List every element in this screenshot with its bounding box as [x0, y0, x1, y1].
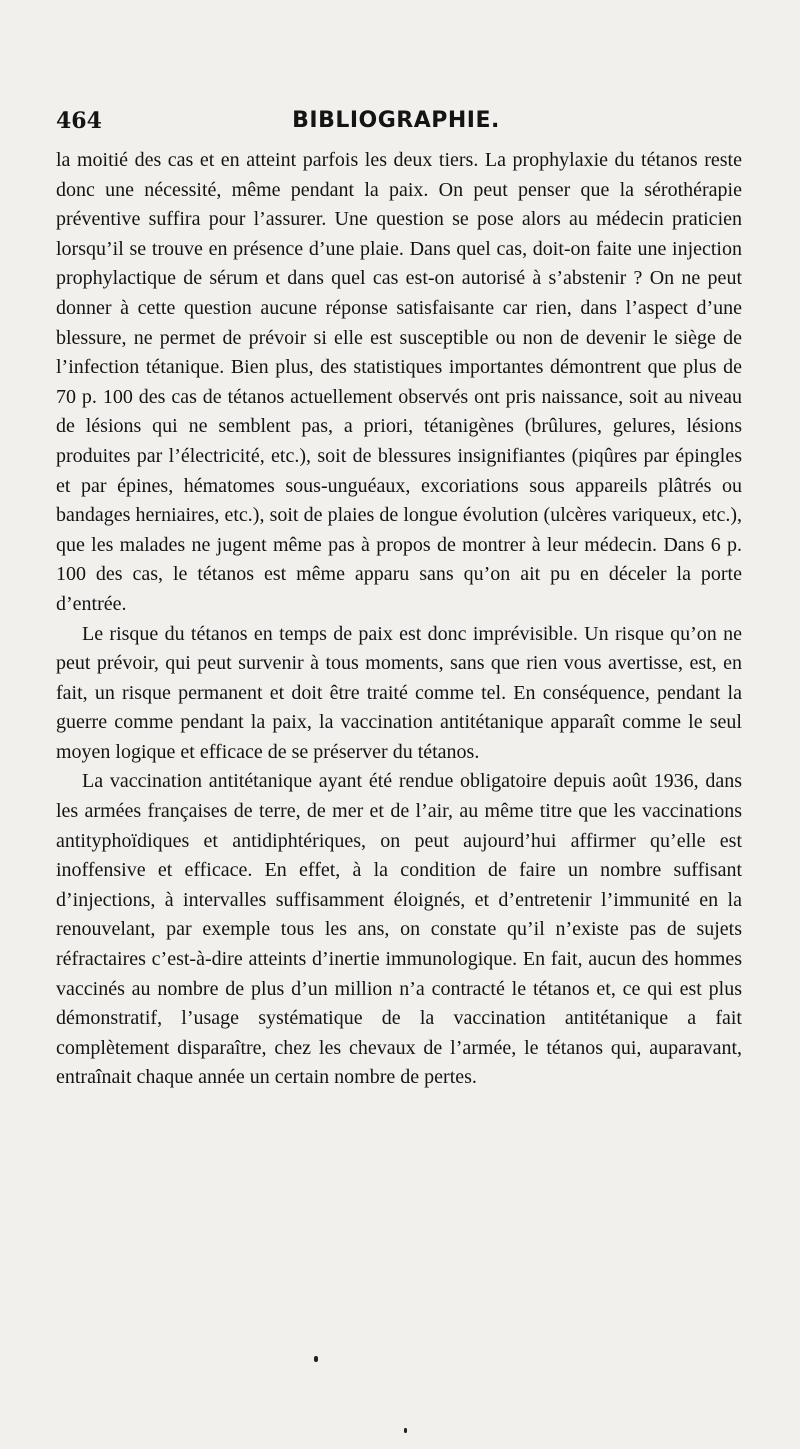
paragraph-3: La vaccination antitétanique ayant été rendue obligatoire depuis août 1936, dans les armées françaises de terre, de mer et de l’air, au même titre que les vaccinations antityphoïdiques et antidiphtériques, on peut aujourd’hui affirmer qu’elle est inoffensive et efficace. En effet, à la condition de faire un nombre suffisant d’injections, à intervalles suffisamment éloignés, et d’entretenir l’immunité en la renouvelant, par exemple tous les ans, on constate qu’il n’existe pas de sujets réfractaires c’est-à-dire atteints d’inertie immunologique. En fait, aucun des hommes vaccinés au nombre de plus d’un million n’a contracté le tétanos et, ce qui est plus démonstratif, l’usage systématique de la vaccination antitétanique a fait complètement disparaître, chez les chevaux de l’armée, le tétanos qui, auparavant, entraînait chaque année un certain nombre de pertes. — [56, 770, 742, 1089]
ink-speck — [404, 1428, 407, 1433]
page-number: 464 — [56, 108, 102, 134]
running-title: BIBLIOGRAPHIE. — [292, 108, 500, 133]
ink-speck — [314, 1356, 318, 1362]
paragraph-1: la moitié des cas et en atteint parfois les deux tiers. La prophylaxie du tétanos reste donc une nécessité, même pendant la paix. On peut penser que la sérothérapie préventive suffira pour l’assurer. Une question se pose alors au médecin praticien lorsqu’il se trouve en présence d’une plaie. Dans quel cas, doit-on faite une injection prophylactique de sérum et dans quel cas est-on autorisé à s’abstenir ? On ne peut donner à cette question aucune réponse satisfaisante car rien, dans l’aspect d’une blessure, ne permet de prévoir si elle est susceptible ou non de devenir le siège de l’infection tétanique. Bien plus, des statistiques importantes démontrent que plus de 70 p. 100 des cas de tétanos actuellement observés ont pris naissance, soit au niveau de lésions qui ne semblent pas, a priori, tétanigènes (brûlures, gelures, lésions produites par l’électricité, etc.), soit de blessures insignifiantes (piqûres par épingles et par épines, hématomes sous-unguéaux, excoriations sous appareils plâtrés ou bandages herniaires, etc.), soit de plaies de longue évolution (ulcères variqueux, etc.), que les malades ne jugent même pas à propos de montrer à leur médecin. Dans 6 p. 100 des cas, le tétanos est même apparu sans qu’on ait pu en déceler la porte d’entrée. — [56, 149, 742, 615]
body-text — [56, 146, 742, 1093]
paragraph-2: Le risque du tétanos en temps de paix est donc imprévisible. Un risque qu’on ne peut prévoir, qui peut survenir à tous moments, sans que rien vous avertisse, est, en fait, un risque permanent et doit être traité comme tel. En conséquence, pendant la guerre comme pendant la paix, la vaccination antitétanique apparaît comme le seul moyen logique et efficace de se préserver du tétanos. — [56, 622, 742, 763]
page-header — [56, 104, 736, 136]
